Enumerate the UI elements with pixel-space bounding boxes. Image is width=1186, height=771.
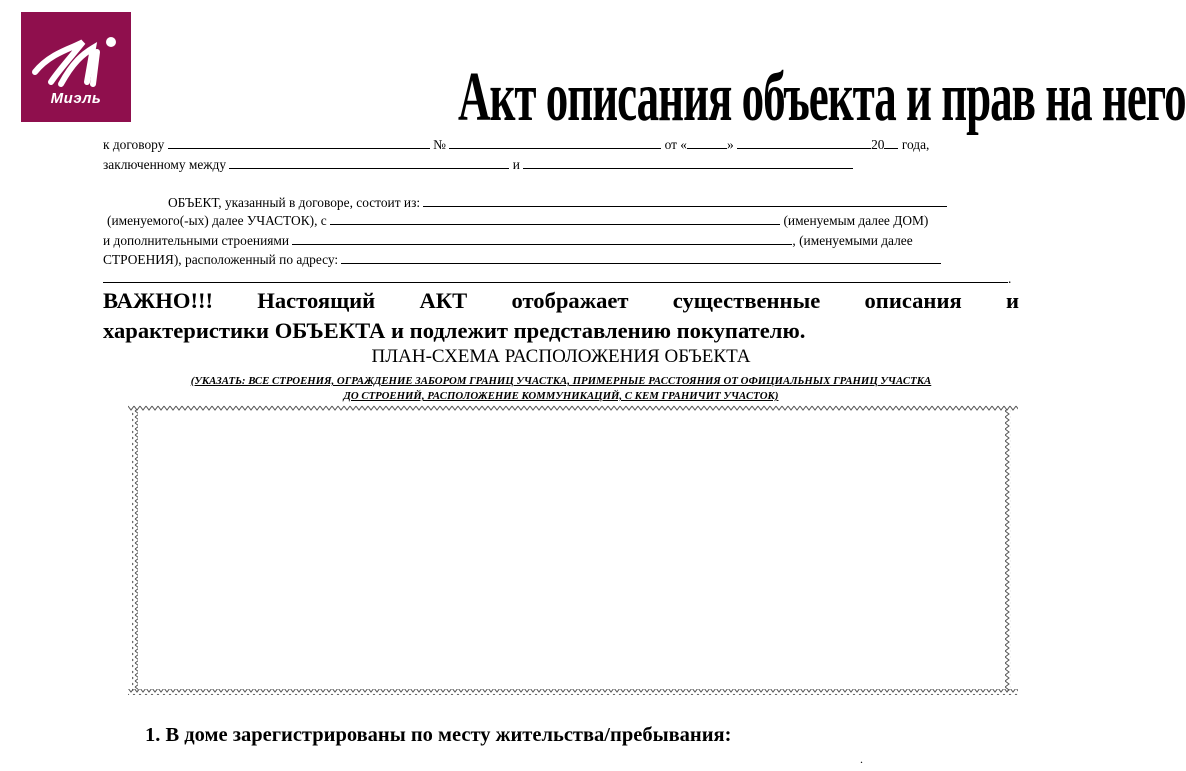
number-blank[interactable] (449, 137, 661, 149)
address-continuation-blank[interactable] (103, 271, 1008, 283)
object-line-5 (103, 271, 1011, 287)
year-blank[interactable] (884, 137, 898, 149)
object-line-4-prefix: СТРОЕНИЯ), расположенный по адресу: (103, 252, 339, 267)
important-word: АКТ (419, 288, 468, 313)
address-blank[interactable] (341, 252, 941, 264)
contract-blank[interactable] (168, 137, 430, 149)
important-word: описания (864, 288, 962, 313)
number-sign: № (433, 137, 446, 152)
object-line-3 (103, 233, 913, 249)
object-line-1 (168, 195, 947, 211)
important-line-1 (103, 286, 1019, 316)
and-label: и (512, 157, 520, 172)
object-line-2-suffix: (именуемым далее ДОМ) (783, 213, 929, 228)
object-line-5-end: . (1008, 271, 1012, 286)
party2-blank[interactable] (523, 157, 853, 169)
plan-note (103, 374, 1019, 404)
important-word: Настоящий (257, 288, 376, 313)
party1-blank[interactable] (229, 157, 509, 169)
from-label: от « (664, 137, 687, 152)
important-word: ВАЖНО!!! (103, 288, 214, 313)
contract-line (103, 137, 929, 153)
document-title: Акт описания объекта и прав на него (458, 58, 1186, 136)
buildings-blank[interactable] (292, 233, 792, 245)
plan-drawing-area[interactable] (128, 405, 1018, 700)
quote-close: » (727, 137, 734, 152)
important-word: отображает (511, 288, 629, 313)
house-blank[interactable] (330, 213, 780, 225)
important-word: и (1005, 288, 1019, 313)
between-label: заключенному между (103, 157, 227, 172)
plan-note-line-1: (УКАЗАТЬ: ВСЕ СТРОЕНИЯ, ОГРАЖДЕНИЕ ЗАБОРОМ ГРАНИЦ УЧАСТКА, ПРИМЕРНЫЕ РАССТОЯНИЯ ОТ ОФИЦИАЛЬНЫХ ГРАНИЦ УЧАСТКА (190, 375, 932, 387)
plan-title: ПЛАН-СХЕМА РАСПОЛОЖЕНИЯ ОБЪЕКТА (371, 346, 751, 367)
important-notice (103, 286, 1019, 346)
year-prefix: 20 (871, 137, 885, 152)
month-blank[interactable] (737, 137, 871, 149)
important-line-2: характеристики ОБЪЕКТА и подлежит представлению покупателю. (103, 318, 806, 343)
contract-label: к договору (103, 137, 165, 152)
plan-border-left (132, 409, 138, 691)
plan-border-right (1005, 409, 1011, 691)
logo-brand-text: Миэль (50, 90, 102, 107)
day-blank[interactable] (687, 137, 727, 149)
object-line-2-prefix: (именуемого(-ых) далее УЧАСТОК), с (107, 213, 327, 228)
object-line-3-suffix: , (именуемыми далее (792, 233, 913, 248)
important-word: существенные (672, 288, 821, 313)
plan-note-line-2: ДО СТРОЕНИЙ, РАСПОЛОЖЕНИЕ КОММУНИКАЦИЙ, С КЕМ ГРАНИЧИТ УЧАСТОК) (343, 390, 779, 402)
object-line-2 (107, 213, 928, 229)
object-line-1-text: ОБЪЕКТ, указанный в договоре, состоит из: (168, 195, 421, 210)
trailing-mark: . (860, 752, 863, 766)
section-1-heading: 1. В доме зарегистрированы по месту жительства/пребывания: (145, 724, 732, 746)
plan-border-bottom (128, 689, 1018, 695)
plan-border-top (128, 405, 1018, 411)
object-line-4 (103, 252, 941, 268)
company-logo (21, 12, 131, 122)
year-suffix: года, (901, 137, 930, 152)
between-line (103, 157, 853, 173)
object-composition-blank[interactable] (423, 195, 947, 207)
object-line-3-prefix: и дополнительными строениями (103, 233, 290, 248)
